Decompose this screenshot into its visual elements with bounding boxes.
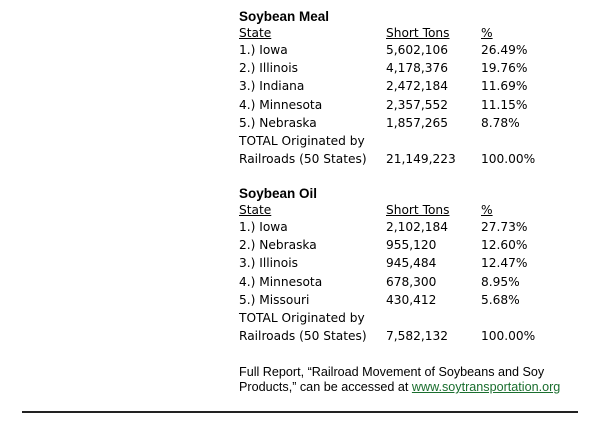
table-row xyxy=(239,114,520,132)
total-tons: 7,582,132 xyxy=(386,329,449,344)
oil-header-state: State xyxy=(239,203,272,217)
soybean-oil-table xyxy=(239,186,536,345)
tons-cell: 5,602,106 xyxy=(386,43,449,57)
total-row xyxy=(239,150,536,168)
table-row xyxy=(239,59,528,77)
pct-cell: 5.68% xyxy=(481,292,520,307)
table-row xyxy=(239,236,528,254)
table-row xyxy=(239,77,528,95)
table-row xyxy=(239,291,520,309)
report-note-text: Full Report, “Railroad Movement of Soybeans and Soy Products,” can be accessed at xyxy=(239,365,545,394)
tons-cell: 2,472,184 xyxy=(386,79,449,94)
state-cell: 4.) Minnesota xyxy=(239,97,323,112)
meal-header-state: State xyxy=(239,26,272,40)
report-note xyxy=(239,365,584,395)
meal-header-pct: % xyxy=(481,26,493,40)
tons-cell: 2,102,184 xyxy=(386,220,449,234)
state-cell: 3.) Illinois xyxy=(239,256,298,271)
pct-cell: 19.76% xyxy=(481,61,528,76)
pct-cell: 11.15% xyxy=(481,97,528,112)
oil-header-tons: Short Tons xyxy=(386,203,450,217)
state-cell: 3.) Indiana xyxy=(239,79,305,94)
meal-header-tons: Short Tons xyxy=(386,26,450,40)
state-cell: 2.) Nebraska xyxy=(239,238,317,253)
state-cell: 5.) Nebraska xyxy=(239,115,317,130)
pct-cell: 26.49% xyxy=(481,43,528,57)
tons-cell: 955,120 xyxy=(386,238,437,253)
table-row xyxy=(239,41,528,59)
tons-cell: 4,178,376 xyxy=(386,61,449,76)
total-label-line1: TOTAL Originated by xyxy=(239,310,365,325)
total-row xyxy=(239,327,536,345)
soybean-meal-table xyxy=(239,9,536,168)
pct-cell: 8.95% xyxy=(481,274,520,289)
tons-cell: 1,857,265 xyxy=(386,115,449,130)
table-row xyxy=(239,218,528,236)
pct-cell: 12.47% xyxy=(481,256,528,271)
tons-cell: 430,412 xyxy=(386,292,437,307)
total-label-line2: Railroads (50 States) xyxy=(239,152,367,167)
oil-title: Soybean Oil xyxy=(239,186,318,201)
tons-cell: 945,484 xyxy=(386,256,437,271)
total-row-label xyxy=(239,309,365,327)
report-link[interactable]: www.soytransportation.org xyxy=(411,380,561,394)
meal-title: Soybean Meal xyxy=(239,9,330,24)
total-pct: 100.00% xyxy=(481,152,536,167)
oil-header-row xyxy=(239,202,493,218)
state-cell: 4.) Minnesota xyxy=(239,274,323,289)
total-label-line1: TOTAL Originated by xyxy=(239,133,365,148)
state-cell: 1.) Iowa xyxy=(239,220,288,234)
pct-cell: 11.69% xyxy=(481,79,528,94)
state-cell: 5.) Missouri xyxy=(239,292,310,307)
oil-header-pct: % xyxy=(481,203,493,217)
total-label-line2: Railroads (50 States) xyxy=(239,329,367,344)
total-row-label xyxy=(239,132,365,150)
pct-cell: 27.73% xyxy=(481,220,528,234)
total-pct: 100.00% xyxy=(481,329,536,344)
bottom-divider xyxy=(22,411,578,413)
pct-cell: 12.60% xyxy=(481,238,528,253)
tons-cell: 2,357,552 xyxy=(386,97,449,112)
table-row xyxy=(239,273,520,291)
tons-cell: 678,300 xyxy=(386,274,437,289)
total-tons: 21,149,223 xyxy=(386,152,456,167)
table-row xyxy=(239,254,528,272)
state-cell: 2.) Illinois xyxy=(239,61,298,76)
state-cell: 1.) Iowa xyxy=(239,43,288,57)
table-row xyxy=(239,96,528,114)
meal-header-row xyxy=(239,25,493,41)
pct-cell: 8.78% xyxy=(481,115,520,130)
